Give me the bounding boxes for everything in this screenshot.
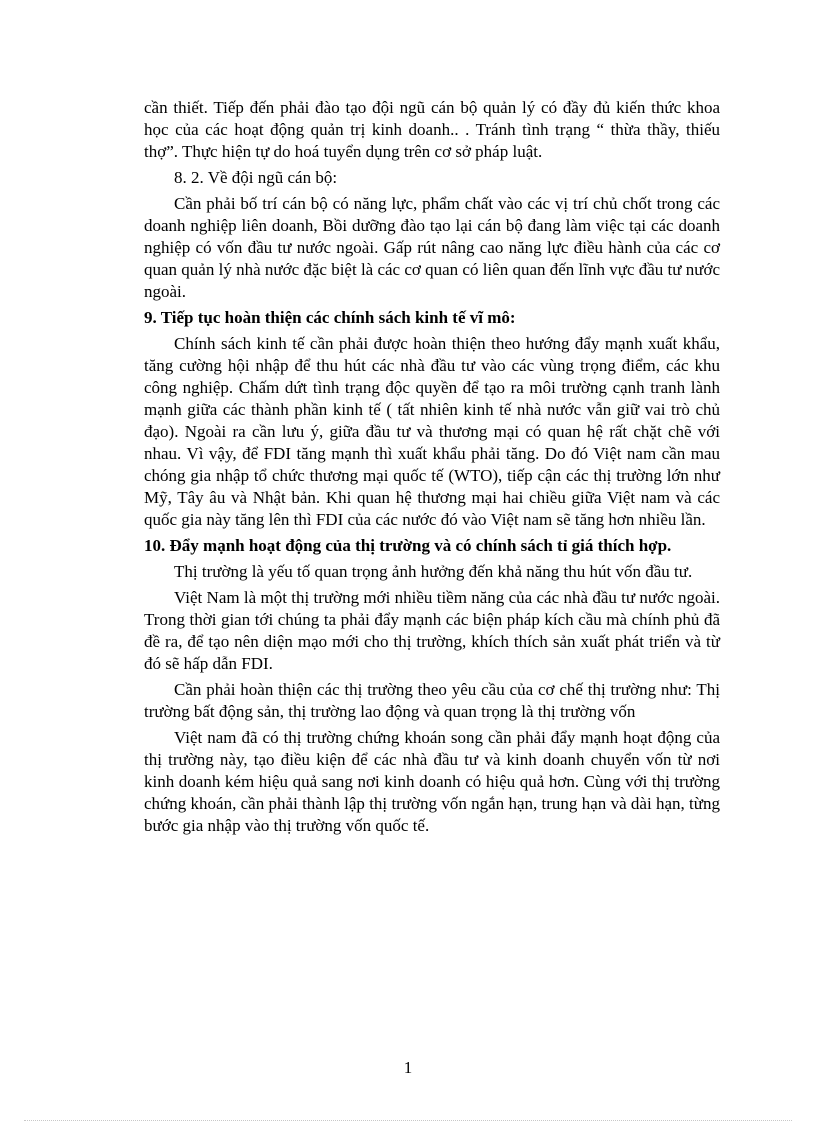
section-heading-9: 9. Tiếp tục hoàn thiện các chính sách kinh tế vĩ mô: — [144, 308, 516, 327]
paragraph-market-importance: Thị trường là yếu tố quan trọng ảnh hưởng đến khả năng thu hút vốn đầu tư. — [174, 562, 693, 581]
paragraph-staff: Cần phải bố trí cán bộ có năng lực, phẩm chất vào các vị trí chủ chốt trong các doanh nghiệp liên doanh, Bồi dưỡng đào tạo lại cán bộ đang làm việc tại các doanh nghiệp có vốn đầu tư nước ngoài. Gấp rút nâng cao năng lực điều hành của các cơ quan quản lý nhà nước đặc biệt là các cơ quan có liên quan đến lĩnh vực đầu tư nước ngoài. — [144, 194, 720, 301]
paragraph-intro-continuation: cần thiết. Tiếp đến phải đào tạo đội ngũ cán bộ quản lý có đầy đủ kiến thức khoa học của các hoạt động quản trị kinh doanh.. . Tránh tình trạng “ thừa thầy, thiếu thợ”. Thực hiện tự do hoá tuyển dụng trên cơ sở pháp luật. — [144, 98, 720, 161]
paragraph-stock-market: Việt nam đã có thị trường chứng khoán song cần phải đẩy mạnh hoạt động của thị trường này, tạo điều kiện để các nhà đầu tư và kinh doanh chuyển vốn từ nơi kinh doanh kém hiệu quả sang nơi kinh doanh có hiệu quả hơn. Cùng với thị trường chứng khoán, cần phải thành lập thị trường vốn ngắn hạn, trung hạn và dài hạn, từng bước gia nhập vào thị trường vốn quốc tế. — [144, 728, 720, 835]
subsection-heading-8-2: 8. 2. Về đội ngũ cán bộ: — [174, 168, 338, 187]
page-bottom-divider — [24, 1120, 792, 1121]
section-heading-10: 10. Đẩy mạnh hoạt động của thị trường và có chính sách tỉ giá thích hợp. — [144, 536, 672, 555]
paragraph-vietnam-market: Việt Nam là một thị trường mới nhiều tiềm năng của các nhà đầu tư nước ngoài. Trong thời gian tới chúng ta phải đẩy mạnh các biện pháp kích cầu mà chính phủ đã đề ra, để tạo nên diện mạo mới cho thị trường, khích thích sản xuất phát triển và từ đó sẽ hấp dẫn FDI. — [144, 588, 720, 673]
paragraph-macro-policy: Chính sách kinh tế cần phải được hoàn thiện theo hướng đẩy mạnh xuất khẩu, tăng cường hội nhập để thu hút các nhà đầu tư vào các vùng trọng điểm, các khu công nghiệp. Chấm dứt tình trạng độc quyền để tạo ra môi trường cạnh tranh lành mạnh giữa các thành phần kinh tế ( tất nhiên kinh tế nhà nước vẫn giữ vai trò chủ đạo). Ngoài ra cần lưu ý, giữa đầu tư và thương mại có quan hệ rất chặt chẽ với nhau. Vì vậy, để FDI tăng mạnh thì xuất khẩu phải tăng. Do đó Việt nam cần mau chóng gia nhập tổ chức thương mại quốc tế (WTO), tiếp cận các thị trường lớn như Mỹ, Tây âu và Nhật bản. Khi quan hệ thương mại hai chiều giữa Việt nam và các quốc gia này tăng lên thì FDI của các nước đó vào Việt nam sẽ tăng hơn nhiều lần. — [144, 334, 720, 529]
paragraph-market-completion: Cần phải hoàn thiện các thị trường theo yêu cầu của cơ chế thị trường như: Thị trường bất động sản, thị trường lao động và quan trọng là thị trường vốn — [144, 680, 720, 721]
page-body — [144, 97, 720, 841]
page-number: 1 — [403, 1058, 413, 1077]
